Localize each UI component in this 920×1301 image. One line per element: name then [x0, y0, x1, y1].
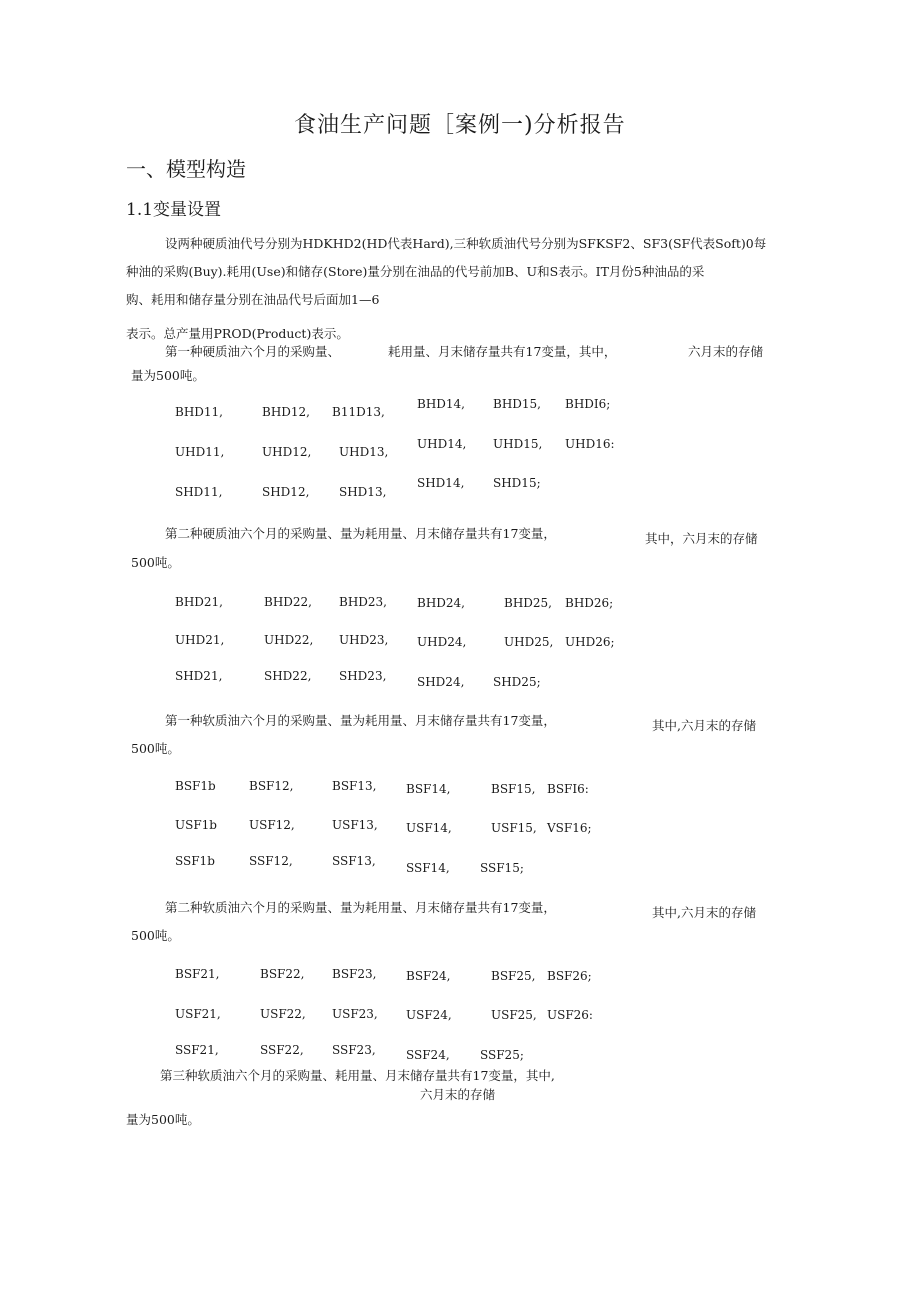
- variable-name: BSFI6:: [547, 782, 589, 796]
- group-description: 500吨。: [131, 555, 180, 570]
- variable-name: UHD21,: [175, 633, 225, 647]
- variable-name: SSF14,: [406, 861, 450, 875]
- variable-name: BSF25,: [491, 969, 536, 983]
- variable-name: SHD23,: [339, 669, 387, 683]
- variable-name: BSF24,: [406, 969, 451, 983]
- group-description: 第二种硬质油六个月的采购量、量为耗用量、月末储存量共有17变量，: [165, 526, 556, 541]
- variable-name: SHD14,: [417, 476, 465, 490]
- variable-name: BHD25,: [504, 596, 552, 610]
- variable-name: BSF14,: [406, 782, 451, 796]
- variable-name: BHD15,: [493, 397, 541, 411]
- group-description: 六月末的存储: [688, 344, 764, 359]
- variable-name: USF21,: [175, 1007, 221, 1021]
- group-description: 六月末的存储: [420, 1087, 496, 1102]
- variable-name: SHD12,: [262, 485, 310, 499]
- variable-name: BSF1b: [175, 779, 216, 793]
- group-description: 量为500吨。: [126, 1112, 200, 1127]
- variable-name: SSF23,: [332, 1043, 376, 1057]
- variable-name: BHD24,: [417, 596, 465, 610]
- variable-name: SSF22,: [260, 1043, 304, 1057]
- variable-name: SSF21,: [175, 1043, 219, 1057]
- variable-name: BSF21,: [175, 967, 220, 981]
- variable-name: USF22,: [260, 1007, 306, 1021]
- section-heading: 一、模型构造: [126, 157, 246, 181]
- variable-name: UHD13,: [339, 445, 389, 459]
- intro-paragraph-line: 种油的采购(Buy).耗用(Use)和储存(Store)量分别在油品的代号前加B、U和S表示。IT月份5种油品的采: [126, 264, 705, 279]
- variable-name: BSF13,: [332, 779, 377, 793]
- intro-paragraph-line: 购、耗用和储存量分别在油品代号后面加1—6: [126, 292, 380, 307]
- variable-name: USF25,: [491, 1008, 537, 1022]
- variable-name: UHD15,: [493, 437, 543, 451]
- variable-name: SHD13,: [339, 485, 387, 499]
- group-description: 其中，六月末的存储: [645, 531, 758, 546]
- variable-name: BSF12,: [249, 779, 294, 793]
- group-description: 第一种硬质油六个月的采购量、: [165, 344, 341, 359]
- variable-name: BSF23,: [332, 967, 377, 981]
- variable-name: SHD21,: [175, 669, 223, 683]
- variable-name: SHD15;: [493, 476, 541, 490]
- page-title: 食油生产问题［案例一)分析报告: [294, 113, 626, 138]
- group-description: 500吨。: [131, 928, 180, 943]
- group-description: 第三种软质油六个月的采购量、耗用量、月末储存量共有17变量，其中,: [160, 1068, 555, 1083]
- variable-name: BSF26;: [547, 969, 592, 983]
- variable-name: UHD11,: [175, 445, 225, 459]
- variable-name: BHD22,: [264, 595, 312, 609]
- group-description: 其中,六月末的存储: [652, 905, 756, 920]
- variable-name: USF12,: [249, 818, 295, 832]
- intro-paragraph-line: 表示。总产量用PROD(Product)表示。: [126, 326, 349, 341]
- variable-name: UHD26;: [565, 635, 615, 649]
- variable-name: USF13,: [332, 818, 378, 832]
- variable-name: BHD14,: [417, 397, 465, 411]
- variable-name: UHD23,: [339, 633, 389, 647]
- variable-name: BHD11,: [175, 405, 223, 419]
- variable-name: SSF12,: [249, 854, 293, 868]
- variable-name: SHD24,: [417, 675, 465, 689]
- subsection-heading: 1.1变量设置: [126, 200, 222, 220]
- variable-name: USF23,: [332, 1007, 378, 1021]
- variable-name: UHD12,: [262, 445, 312, 459]
- variable-name: UHD22,: [264, 633, 314, 647]
- variable-name: BSF15,: [491, 782, 536, 796]
- variable-name: SSF13,: [332, 854, 376, 868]
- group-description: 第二种软质油六个月的采购量、量为耗用量、月末储存量共有17变量，: [165, 900, 556, 915]
- group-description: 其中,六月末的存储: [652, 718, 756, 733]
- variable-name: SHD22,: [264, 669, 312, 683]
- variable-name: VSF16;: [547, 821, 592, 835]
- variable-name: UHD25,: [504, 635, 554, 649]
- variable-name: SSF15;: [480, 861, 524, 875]
- group-description: 第一种软质油六个月的采购量、量为耗用量、月末储存量共有17变量，: [165, 713, 556, 728]
- variable-name: SSF24,: [406, 1048, 450, 1062]
- variable-name: USF1b: [175, 818, 217, 832]
- variable-name: UHD14,: [417, 437, 467, 451]
- variable-name: SHD25;: [493, 675, 541, 689]
- intro-paragraph-line: 设两种硬质油代号分别为HDKHD2(HD代表Hard),三种软质油代号分别为SFKSF2、SF3(SF代表Soft)0每: [165, 236, 767, 251]
- group-description: 量为500吨。: [131, 368, 205, 383]
- variable-name: USF24,: [406, 1008, 452, 1022]
- group-description: 耗用量、月末储存量共有17变量，其中，: [388, 344, 617, 359]
- variable-name: SSF1b: [175, 854, 215, 868]
- variable-name: USF14,: [406, 821, 452, 835]
- variable-name: SHD11,: [175, 485, 223, 499]
- variable-name: BHD21,: [175, 595, 223, 609]
- variable-name: UHD24,: [417, 635, 467, 649]
- variable-name: BHD23,: [339, 595, 387, 609]
- group-description: 500吨。: [131, 741, 180, 756]
- variable-name: SSF25;: [480, 1048, 524, 1062]
- variable-name: USF15,: [491, 821, 537, 835]
- variable-name: USF26:: [547, 1008, 593, 1022]
- variable-name: B11D13,: [332, 405, 385, 419]
- variable-name: BHD12,: [262, 405, 310, 419]
- variable-name: UHD16:: [565, 437, 615, 451]
- variable-name: BSF22,: [260, 967, 305, 981]
- variable-name: BHDI6;: [565, 397, 611, 411]
- variable-name: BHD26;: [565, 596, 614, 610]
